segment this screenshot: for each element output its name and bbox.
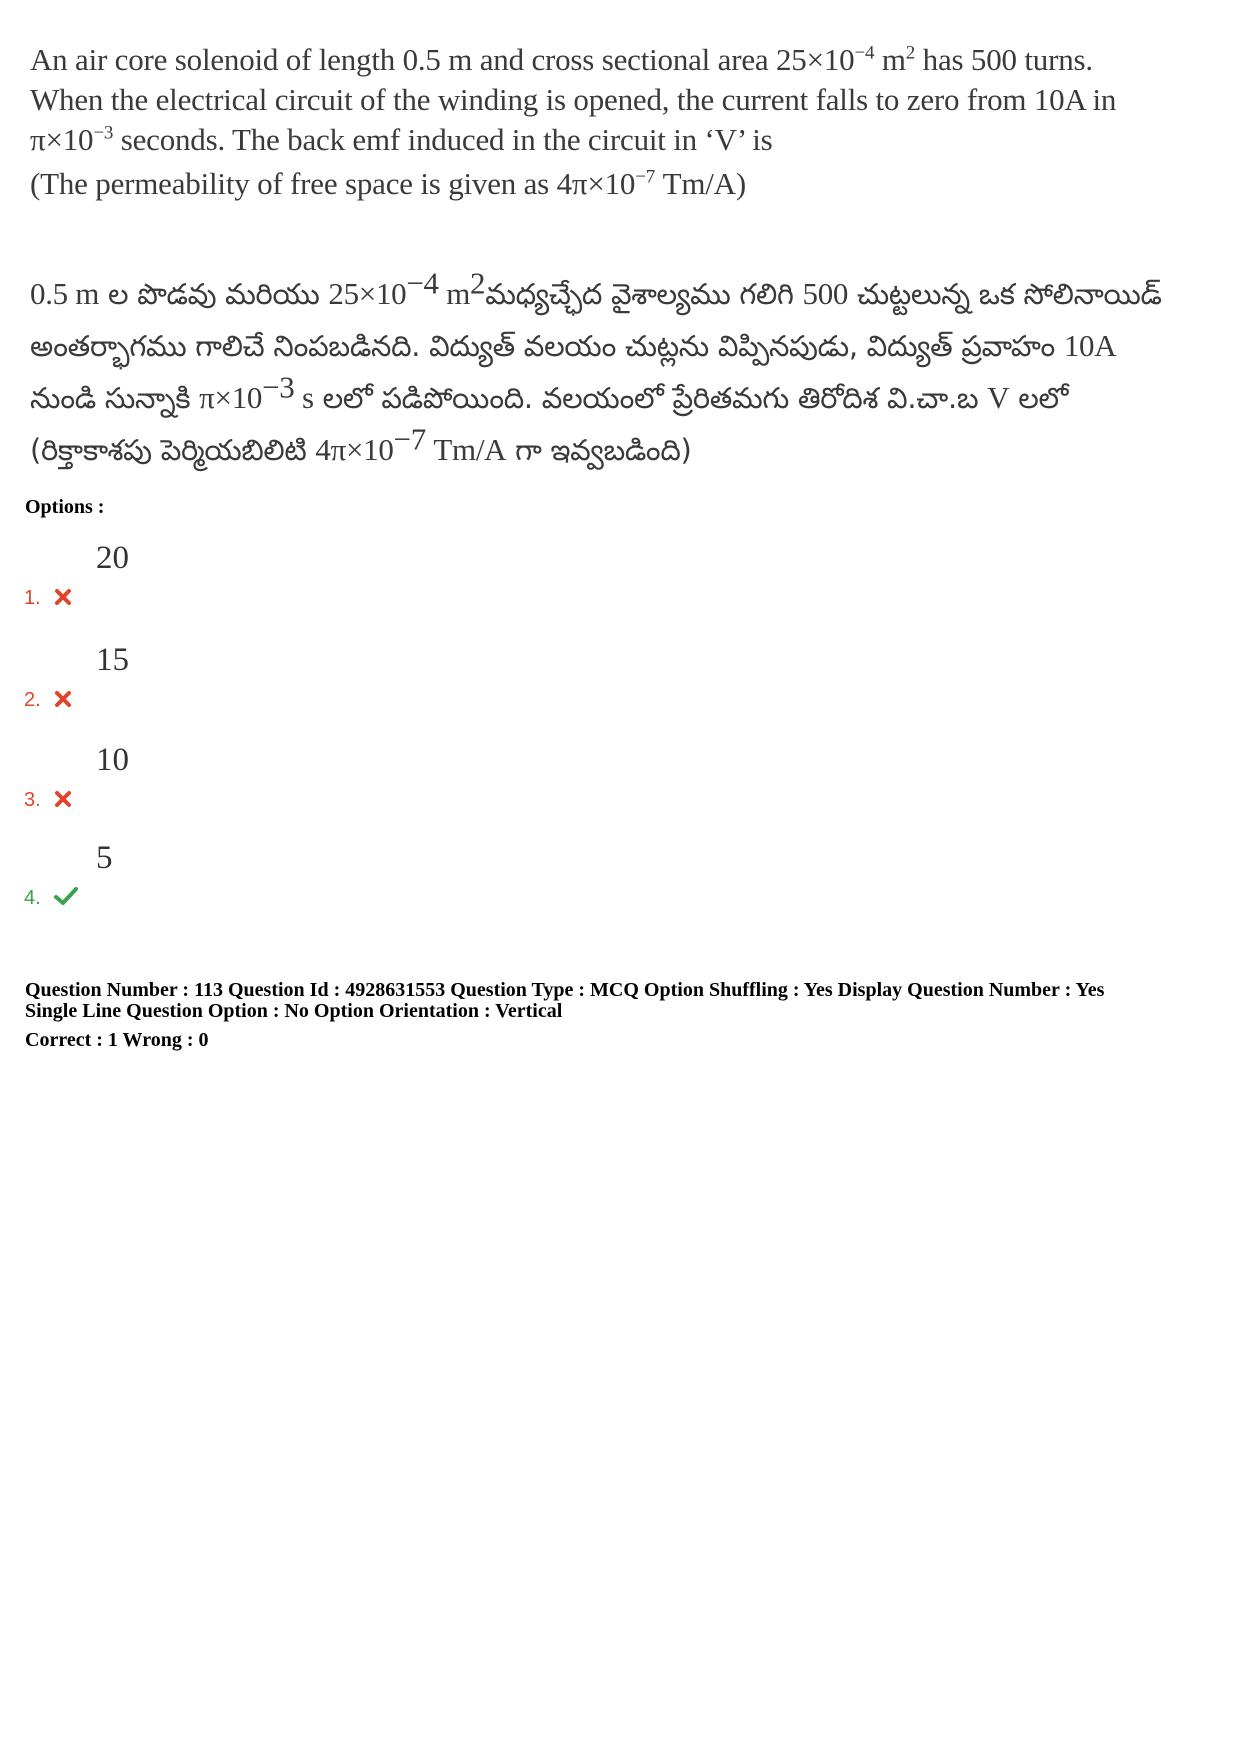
text-segment: (రిక్తాకాశపు పెర్మియబిలిటి <box>30 433 316 467</box>
text-segment: 500 <box>802 276 849 311</box>
text-segment: m <box>874 42 906 77</box>
text-segment: V <box>987 380 1010 415</box>
exponent: 2 <box>905 42 916 64</box>
exponent: −7 <box>635 166 656 188</box>
option-4[interactable] <box>24 840 324 910</box>
text-segment: 0.5 m <box>30 276 100 311</box>
question-text-telugu <box>30 265 1162 476</box>
option-value: 10 <box>96 742 129 778</box>
option-number: 4. <box>24 887 41 909</box>
text-segment: An air core solenoid of length 0.5 m and cross sectional area 25×10 <box>30 42 855 77</box>
option-2[interactable] <box>24 642 324 712</box>
text-segment: అంతర్భాగము గాలిచే నింపబడినది. విద్యుత్ వలయం చుట్లను విప్పినపుడు, విద్యుత్ ప్రవాహం <box>30 329 1064 363</box>
exponent: −7 <box>393 421 426 457</box>
exponent: −4 <box>406 265 439 301</box>
question-line: When the electrical circuit of the winding is opened, the current falls to zero from 10A in <box>30 82 1117 117</box>
text-segment: has 500 turns. <box>915 42 1093 77</box>
text-segment: 4π×10 <box>315 432 394 467</box>
option-value: 20 <box>96 540 129 576</box>
check-icon <box>54 886 78 906</box>
question-line <box>30 40 1116 80</box>
question-line <box>30 421 1162 476</box>
text-segment: Tm/A <box>425 432 507 467</box>
exponent: −4 <box>854 42 875 64</box>
option-number: 3. <box>24 789 41 811</box>
text-segment: నుండి సున్నాకి <box>30 381 200 415</box>
text-segment: లలో పడిపోయింది. వలయంలో ప్రేరితమగు తిరోదిశ వి.చా.బ <box>313 381 988 415</box>
text-segment: లలో <box>1009 381 1069 415</box>
text-segment: π×10 <box>199 380 263 415</box>
text-segment: s <box>294 380 314 415</box>
question-note <box>30 164 1116 204</box>
option-number: 1. <box>24 587 41 609</box>
text-segment: (The permeability of free space is given as 4π×10 <box>30 166 636 201</box>
question-meta-line: Single Line Question Option : No Option Orientation : Vertical <box>25 1000 563 1022</box>
text-segment: మధ్యచ్ఛేద వైశాల్యము గలిగి <box>485 277 803 311</box>
marks-info: Correct : 1 Wrong : 0 <box>25 1029 209 1051</box>
text-segment: Tm/A) <box>655 166 746 201</box>
option-number: 2. <box>24 689 41 711</box>
options-label: Options : <box>25 496 105 518</box>
question-line <box>30 320 1162 372</box>
cross-icon <box>54 790 72 808</box>
question-line <box>30 369 1162 424</box>
option-1[interactable] <box>24 540 324 610</box>
text-segment: π×10 <box>30 122 94 157</box>
text-segment: ల పొడవు మరియు <box>99 277 329 311</box>
question-line <box>30 265 1162 320</box>
option-value: 15 <box>96 642 129 678</box>
text-segment: seconds. The back emf induced in the circuit in ‘V’ is <box>113 122 773 157</box>
option-3[interactable] <box>24 742 324 812</box>
question-text-english <box>30 40 1116 204</box>
question-meta-line: Question Number : 113 Question Id : 4928631553 Question Type : MCQ Option Shuffling : Yes Display Question Number : Yes <box>25 979 1105 1001</box>
exponent: −3 <box>262 369 295 405</box>
cross-icon <box>54 588 72 606</box>
exponent: −3 <box>93 122 114 144</box>
exponent: 2 <box>470 265 486 301</box>
text-segment: చుట్టలున్న ఒక సోలినాయిడ్ <box>848 277 1162 311</box>
text-segment: m <box>438 276 471 311</box>
option-value: 5 <box>96 840 113 876</box>
text-segment: 25×10 <box>328 276 407 311</box>
text-segment: 10A <box>1063 328 1117 363</box>
question-line <box>30 120 1116 160</box>
cross-icon <box>54 690 72 708</box>
text-segment: గా ఇవ్వబడింది) <box>506 433 692 467</box>
